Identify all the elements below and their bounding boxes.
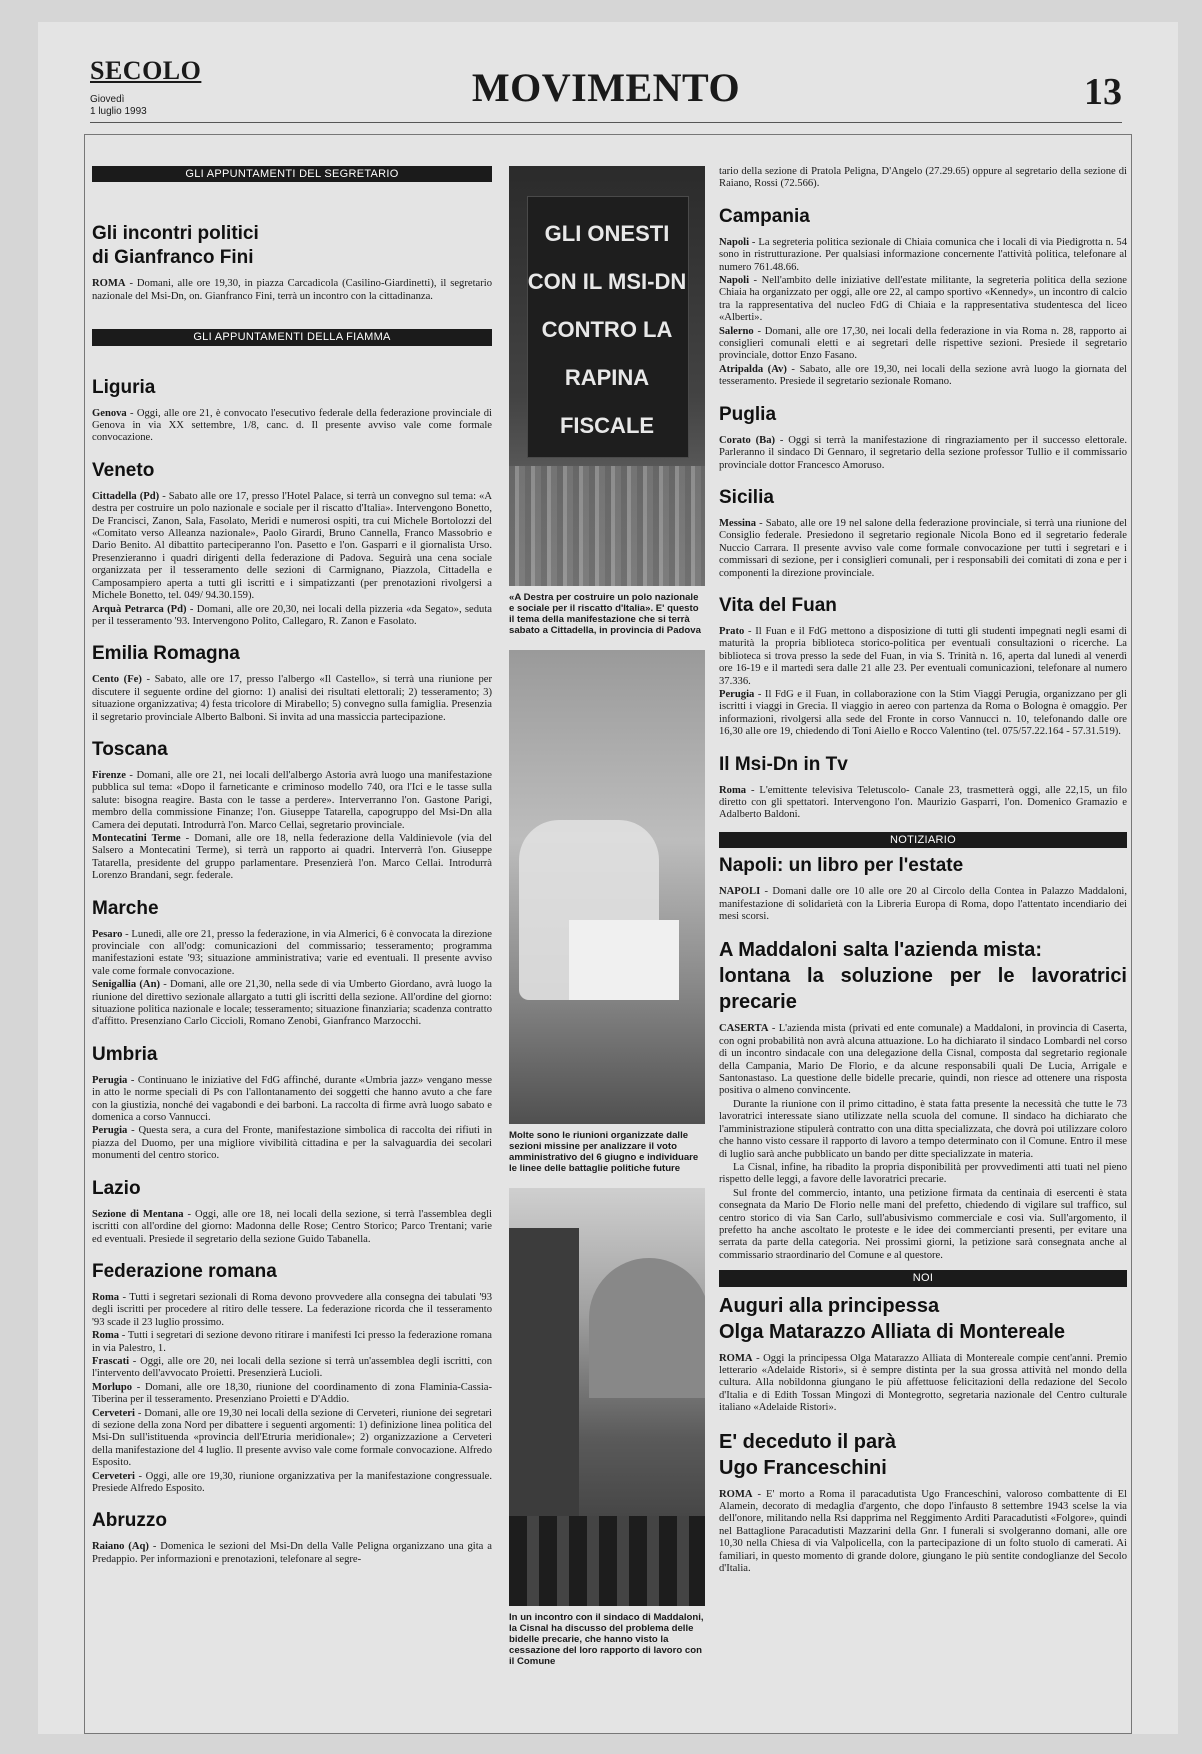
banner-text: GLI ONESTI CON IL MSI-DN CONTRO LA RAPINA FISCALE [527,221,687,438]
photo-caption: Molte sono le riunioni organizzate dalle sezioni missine per analizzare il voto amministrativo del 6 giugno e individuare le linee delle battaglie politiche future [509,1130,699,1174]
section-bar-segretario: GLI APPUNTAMENTI DEL SEGRETARIO [92,166,492,182]
article-text: NAPOLI - Domani dalle ore 10 alle ore 20 al Circolo della Contea in Palazzo Maddaloni, manifestazione di solidarietà con la Libreria Europa di Roma, dopo l'attentato incendiario dei mesi scorsi. [719,886,1127,923]
article-text: Pesaro - Lunedì, alle ore 21, presso la federazione, in via Almerici, 6 è convocata la direzione provinciale con all'odg: comunicazioni del commissario; tesseramento; programma manifestazioni estate '93; situazione amministrativa; varie ed eventuali. Il presente avviso vale come formale convocazione. [92,928,492,977]
article-text: Senigallia (An) - Domani, alle ore 21,30, nella sede di via Umberto Giordano, avrà luogo la riunione del direttivo sezionale allargato a tutti gli iscritti della sezione. All'ordine del giorno: situazione politica nazionale e locale; tesseramento; situazione finanziaria; scadenza contratto d'affitto. Presenziano Carlo Ciccioli, Romano Zenobi, Gianfranco Marzocchi. [92,979,492,1028]
article-text: Perugia - Continuano le iniziative del FdG affinché, durante «Umbria jazz» vengano messe in atto le norme speciali di Ps con l'allontanamento dei soggetti che hanno avuto a che fare con la giustizia, nonché dei vagabondi e dei barboni. La raccolta di firme avrà luogo sabato e domenica a corso Vannucci. [92,1074,492,1124]
hill-shape [589,1258,705,1398]
photo-caption: In un incontro con il sindaco di Maddaloni, la Cisnal ha discusso del problema delle bidelle precarie, che hanno visto la cessazione del loro rapporto di lavoro con il Comune [509,1612,704,1667]
article-text: Prato - Il Fuan e il FdG mettono a disposizione di tutti gli studenti impegnati negli esami di maturità la propria biblioteca storico-politica per eventuali consultazioni o ricerche. La biblioteca si trova presso la sede del Fuan, in via S. Trinità n. 16, aperta dal lunedì al venerdì ore 16-19 e il martedì sera dalle 21 alle 23. Per eventuali comunicazioni, telefonare al numero 37.336. [719,625,1127,687]
crowd-shape [509,466,705,586]
article-text: Durante la riunione con il primo cittadino, è stata fatta presente la necessità che tutte le 73 lavoratrici interessate siano utilizzate nella scuola del comune. Il sindaco ha dichiarato che l'amministrazione stipulerà contratto con una ditta specializzata, che dovrà poi utilizzare coloro che hanno visto cessare il rapporto di lavoro a tempo determinato con il Comune. Entro il mese di luglio sarà anche pubblicato un bando per ditte specializzate in materia. [719,1098,1127,1160]
article-text: Napoli - La segreteria politica sezionale di Chiaia comunica che i locali di via Piedigrotta n. 54 sono in ristrutturazione. Per qualsiasi informazione concernente l'attività politica, telefonare al numero 761.48.66. [719,236,1127,273]
article-text: ROMA - Domani, alle ore 19,30, in piazza Carcadicola (Casilino-Giardinetti), il segretario nazionale del Msi-Dn, on. Gianfranco Fini, terrà un incontro con la cittadinanza. [92,278,492,302]
article-text: Arquà Petrarca (Pd) - Domani, alle ore 20,30, nei locali della pizzeria «da Segato», seduta per il tesseramento '93. Intervengono Polito, Callegaro, R. Zanon e Fasolato. [92,603,492,627]
masthead [90,40,1122,120]
ballot-box-shape [569,920,679,1000]
region-heading-abruzzo: Abruzzo [92,1510,167,1532]
article-title: A Maddaloni salta l'azienda mista: lontana la soluzione per le lavoratrici precarie [719,939,1127,1014]
section-bar-fiamma: GLI APPUNTAMENTI DELLA FIAMMA [92,329,492,345]
article-text: Perugia - Questa sera, a cura del Fronte, manifestazione simbolica di raccolta dei rifiuti in piazza del Duomo, per una migliore vivibilità cittadina e per la salvaguardia dei secolari monumenti del centro storico. [92,1125,492,1162]
photo-town-street [509,1188,705,1606]
issue-date: 1 luglio 1993 [90,106,147,117]
article-text: Frascati - Oggi, alle ore 20, nei locali della sezione si terrà un'assemblea degli iscritti, con l'intervento dell'avvocato Proietti. Presenzierà Luciolì. [92,1355,492,1380]
article-text: La Cisnal, infine, ha ribadito la propria disponibilità per provvedimenti atti tuati nel pieno rispetto delle leggi, a favore delle lavoratrici precarie. [719,1161,1127,1186]
column-photos [509,166,705,1681]
page-number: 13 [1084,71,1122,113]
article-text: Napoli - Nell'ambito delle iniziative dell'estate militante, la segreteria politica della sezione Chiaia ha organizzato per oggi, alle ore 22, al campo sportivo «Kennedy», un incontro di calcio tra la rappresentativa del nucleo FdG di Chiaia e la rappresentativa studentesca del liceo «Alberti». [719,275,1127,324]
article-text: ROMA - Oggi la principessa Olga Matarazzo Alliata di Montereale compie cent'anni. Premio letterario «Adelaide Ristori», si è sempre distinta per la sua grossa attività nel mondo della cultura. Alla nobildonna giungano le più affettuose felicitazioni della redazione del Secolo d'Italia e di Edith Tossan Mingozi di Montegrotto, segretaria nazionale del Centro culturale italiano «Adelaide Ristori». [719,1352,1127,1414]
article-text: Cerveteri - Domani, alle ore 19,30 nei locali della sezione di Cerveteri, riunione dei segretari di sezione della zona Nord per dibattere i seguenti argomenti: 1) definizione linea politica del Msi-Dn sull'istituenda «provincia dell'Etruria meridionale»; 2) organizzazione a Cerveteri della manifestazione del 4 luglio. Il presente avviso vale come formale convocazione. Alfredo Esposito. [92,1407,492,1469]
column-appuntamenti [92,166,492,1567]
article-text: Genova - Oggi, alle ore 21, è convocato l'esecutivo federale della federazione provinciale di Genova in via XX settembre, 1/8, canc. d. Il presente avviso vale come formale convocazione. [92,407,492,444]
region-heading-tv: Il Msi-Dn in Tv [719,753,848,775]
region-heading-puglia: Puglia [719,403,777,425]
region-heading-liguria: Liguria [92,376,156,398]
article-text: CASERTA - L'azienda mista (privati ed ente comunale) a Maddaloni, in provincia di Caserta, con ogni probabilità non avrà alcuna attuazione. Lo ha dichiarato il sindaco Lombardi nel corso di un incontro sindacale con una delegazione della Cisnal, composta dal segretario regionale della Campania, Mario De Florio, e da alcune responsabili quali De Lucia, Arrigale e Santonastaso. La questione delle bidelle precarie, quindi, non riesce ad ottenere una risposta positiva o almeno convincente. [719,1023,1127,1097]
article-text: Messina - Sabato, alle ore 19 nel salone della federazione provinciale, si terrà una riunione del Consiglio federale. Presiedono il segretario regionale Nicola Bono ed il segretario federale Nuccio Carrara. Il presente avviso vale come formale convocazione per tutti i segretari e i commissari di sezione, per i consiglieri comunali, per i responsabili dei comitati di zona e per i componenti la direzione provinciale. [719,517,1127,579]
region-heading-toscana: Toscana [92,738,168,760]
region-heading-campania: Campania [719,205,810,227]
article-text: Cittadella (Pd) - Sabato alle ore 17, presso l'Hotel Palace, si terrà un convegno sul tema: «A destra per costruire un polo nazionale e sociale per il riscatto d'Italia». Intervengono Bonetto, De Francisci, Zanon, Sala, Fasolato, Meridi e numerosi ospiti, tra cui Michele Bortolozzi del «Comitato verso Alleanza nazionale», Paolo Girardi, Bruno Cannella, Franco Massobrio e Dario Benito. Al dibattito parteciperanno l'on. Pasetto e l'on. Gasparri e il giornalista Urso. Presenzieranno i quadri dirigenti della federazione di Padova. Seguirà una cena sociale organizzata per il tesseramento delle sezioni di Carmignano, Piazzola, Cittadella e Camposampiero aperta a tutti gli iscritti e i simpatizzanti (per prenotazioni rivolgersi a Michele Bonetto, tel. 049/ 94.30.159). [92,490,493,602]
article-text: Perugia - Il FdG e il Fuan, in collaborazione con la Stim Viaggi Perugia, organizzano per gli iscritti i viaggi in Grecia. Il viaggio in aereo con partenza da Roma o Bologna è omaggio. Per informazioni, rivolgersi alla sede del Fronte in corso Vannucci n. 10, telefonando dalle ore 16,30 alle ore 19, chiedendo di Toni Aiello e Rocco Valentino (tel. 075/57.22.164 - 57.31.519). [719,688,1127,738]
photo-caption: «A Destra per costruire un polo nazionale e sociale per il riscatto d'Italia». E' questo il tema della manifestazione che si terrà sabato a Cittadella, in provincia di Padova [509,592,701,636]
region-heading-lazio: Lazio [92,1177,141,1199]
column-right [719,166,1127,1576]
article-text: Corato (Ba) - Oggi si terrà la manifestazione di ringraziamento per il successo elettorale. Parleranno il sindaco Di Gennaro, il segretario della sezione professor Tullio e il commissario provinciale dottor Francesco Amoruso. [719,434,1127,471]
article-title: E' deceduto il parà Ugo Franceschini [719,1430,897,1479]
article-text: ROMA - E' morto a Roma il paracadutista Ugo Franceschini, valoroso combattente di El Alamein, decorato di medaglia d'argento, che dopo l'infausto 8 settembre 1943 scelse la via dell'onore, militando nella Rsi dapprima nel Reggimento Arditi Paracadutisti «Folgore», quindi nel Battaglione Paracadutisti Mazzarini della Gnr. I funerali si svolgeranno domani, alle ore 10,30 nella Chiesa di via Valpolicella, con la partecipazione di un folto stuolo di camerati. Ai familiari, in questo momento di grande dolore, giungano le più sentite condoglianze del Secolo d'Italia. [719,1488,1127,1575]
region-heading-fuan: Vita del Fuan [719,594,837,616]
article-text: Morlupo - Domani, alle ore 18,30, riunione del coordinamento di zona Flaminia-Cassia-Tiberina per il tesseramento. Presenziano Proietti e D'Addio. [92,1381,492,1406]
masthead-rule [90,122,1122,123]
region-heading-veneto: Veneto [92,459,155,481]
article-title: Napoli: un libro per l'estate [719,855,964,877]
cars-shape [509,1516,705,1606]
article-text: Cerveteri - Oggi, alle ore 19,30, riunione organizzativa per la manifestazione congressuale. Presiede Alfredo Esposito. [92,1470,492,1494]
article-text: Raiano (Aq) - Domenica le sezioni del Msi-Dn della Valle Peligna organizzano una gita a Predappio. Per informazioni e prenotazioni, telefonare al segre- [92,1541,492,1565]
region-heading-marche: Marche [92,897,159,919]
article-text: Sezione di Mentana - Oggi, alle ore 18, nei locali della sezione, si terrà l'assemblea degli iscritti con all'ordine del giorno: Madonna delle Rose; Centro Storico; Parco Trentani; varie ed eventuali. Presiede il segretario della sezione Guido Tabanella. [92,1208,492,1245]
photo-rally-banner [509,166,705,586]
newspaper-logo: SECOLO [90,56,202,85]
article-text: Salerno - Domani, alle ore 17,30, nei locali della federazione in via Roma n. 28, rapporto ai consiglieri comunali eletti e ai segretari delle rispettive sezioni. Presiede il segretario provinciale, dottor Enzo Fasano. [719,325,1127,362]
article-text: Sul fronte del commercio, intanto, una petizione firmata da centinaia di esercenti è stata consegnata da Mario De Florio nelle mani del prefetto, chiedendo di vigilare sul traffico, sul centro storico di via San Carlo, sull'abusivismo commerciale e così via. Sull'argomento, il prefetto ha anche ascoltato le proteste e le idee dei commercianti presenti, per evitare una serrata da parte della categoria. Nei prossimi giorni, la petizione sarà consegnata anche al commissario straordinario del Comune e al questore. [719,1187,1127,1261]
article-text: tario della sezione di Pratola Peligna, D'Angelo (27.29.65) oppure al segretario della sezione di Raiano, Rossi (72.566). [719,166,1127,190]
article-text: Montecatini Terme - Domani, alle ore 18, nella federazione della Valdinievole (via del Salsero a Montecatini Terme), si terrà un rapporto ai quadri. Interverrà l'on. Giuseppe Tatarella, presidente del gruppo parlamentare. Presenzierà l'on. Marco Cellai. Introdurrà Lorenzo Brandani, segr. federale. [92,832,493,882]
photo-voting [509,650,705,1124]
section-bar-noi: NOI [719,1270,1127,1286]
region-heading-federazione-romana: Federazione romana [92,1260,277,1282]
issue-day: Giovedì [90,94,125,105]
article-text: Roma - Tutti i segretari sezionali di Roma devono provvedere alla consegna dei tabulati '93 degli iscritti per procedere al ritiro delle tessere. La federazione ricorda che il tesseramento '93 scade il 23 luglio prossimo. [92,1291,492,1328]
region-heading-emilia: Emilia Romagna [92,643,240,665]
article-text: Roma - L'emittente televisiva Teletuscolo- Canale 23, trasmetterà oggi, alle 22,15, un filo diretto con gli spettatori. Intervengono l'on. Maurizio Gasparri, l'on. Domenico Gramazio e Adalberto Baldoni. [719,784,1127,821]
article-title: Auguri alla principessa Olga Matarazzo Alliata di Montereale [719,1294,1066,1343]
article-text: Firenze - Domani, alle ore 21, nei locali dell'albergo Astoria avrà luogo una manifestazione pubblica sul tema: «Dopo il farneticante e criminoso modello 740, ora l'Ici e le tasse sulla salute: bisogna reagire. Basta con le tasse a perdere». Interverranno l'on. Gastone Parigi, membro della commissione Finanze; l'on. Giuseppe Tatarella, capogruppo del Msi-Dn alla Camera dei deputati. Introdurrà l'on. Marco Cellai, segretario provinciale. [92,769,492,831]
article-text: Roma - Tutti i segretari di sezione devono ritirare i manifesti Ici presso la federazione romana in via Palestro, 1. [92,1330,492,1354]
region-heading-umbria: Umbria [92,1043,158,1065]
article-text: Atripalda (Av) - Sabato, alle ore 19,30, nei locali della sezione avrà luogo la giornata del tesseramento. Presiede il segretario sezionale Romano. [719,363,1127,388]
section-title: MOVIMENTO [471,65,741,110]
section-bar-notiziario: NOTIZIARIO [719,832,1127,848]
region-heading-sicilia: Sicilia [719,486,774,508]
article-title: Gli incontri politici di Gianfranco Fini [92,223,259,269]
article-text: Cento (Fe) - Sabato, alle ore 17, presso l'albergo «Il Castello», si terrà una riunione per discutere il seguente ordine del giorno: 1) analisi dei risultati elettorali; 2) tesseramento; 3) situazione organizzativa; 4) festa tricolore di Mirabello; 5) convegno sulla famiglia. Presenzia il segretario provinciale Alberto Balboni. Si invita ad una massiccia partecipazione. [92,674,492,723]
